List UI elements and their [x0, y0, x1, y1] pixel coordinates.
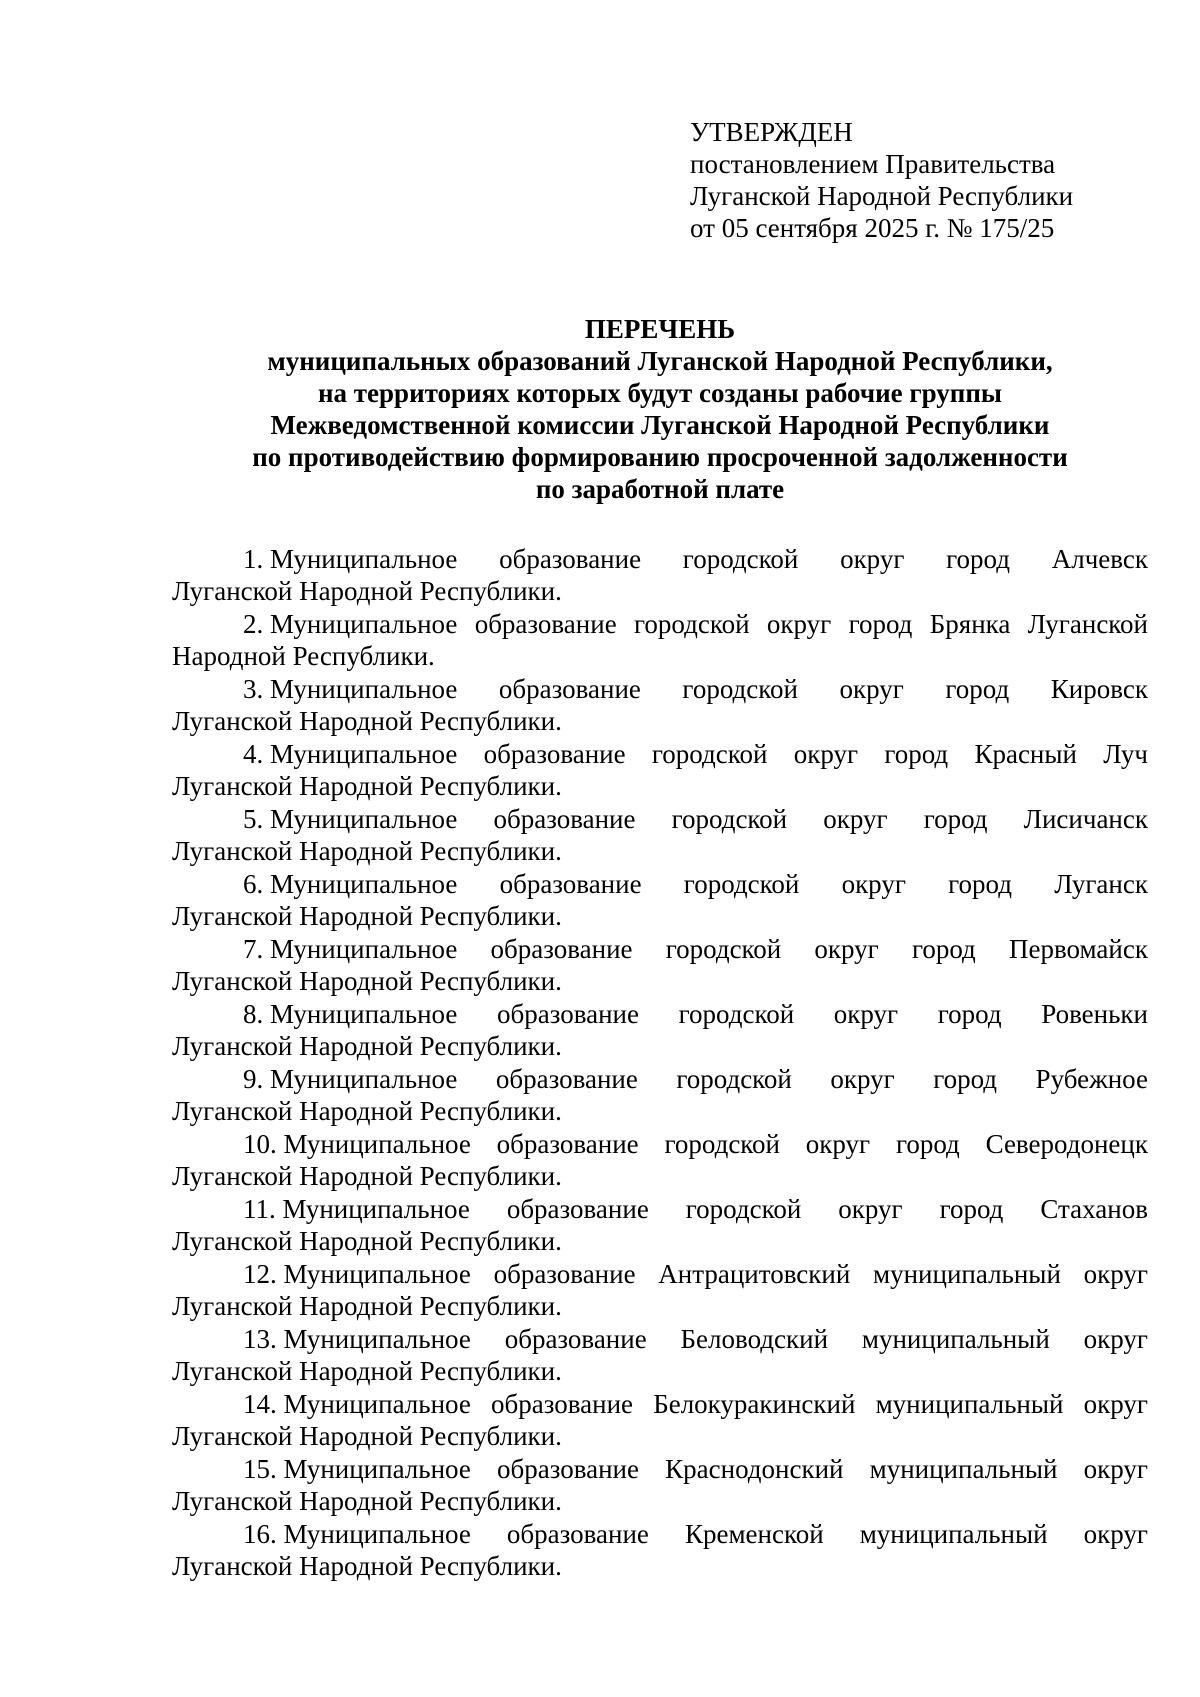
list-item-word: городской — [682, 674, 798, 704]
list-item-word: 10. Муниципальное — [243, 1129, 471, 1159]
list-item-word: Брянка — [929, 609, 1011, 639]
list-item-first-line — [172, 1388, 1148, 1420]
list-item-continuation: Луганской Народной Республики. — [172, 1291, 562, 1321]
list-item-continuation: Луганской Народной Республики. — [172, 1356, 562, 1386]
list-item-word: 16. Муниципальное — [243, 1519, 471, 1549]
list-item-word: образование — [496, 999, 639, 1029]
list-item-continuation: Луганской Народной Республики. — [172, 1096, 562, 1126]
list-item-word: образование — [493, 804, 636, 834]
document-title — [172, 313, 1148, 505]
list-item — [172, 933, 1148, 997]
list-item-word: Рубежное — [1035, 1064, 1148, 1094]
list-item-word: образование — [499, 544, 642, 574]
list-item-continuation: Народной Республики. — [172, 641, 435, 671]
title-line: Межведомственной комиссии Луганской Народной Республики — [270, 410, 1050, 440]
title-line: по заработной плате — [535, 474, 785, 504]
list-item-word: Кировск — [1050, 674, 1148, 704]
list-item-word: город — [848, 609, 913, 639]
list-item-continuation: Луганской Народной Республики. — [172, 1031, 562, 1061]
list-item-word: город — [946, 544, 1010, 574]
list-item-word: городской — [634, 609, 750, 639]
list-item-word: 7. Муниципальное — [243, 934, 458, 964]
list-item-word: округ — [814, 934, 879, 964]
list-item-word: образование — [483, 739, 626, 769]
list-item-word: муниципальный — [875, 1389, 1064, 1419]
list-item-word: образование — [506, 1519, 649, 1549]
list-item — [172, 1128, 1148, 1192]
list-item-first-line — [172, 543, 1148, 575]
list-item-word: округ — [840, 544, 905, 574]
list-item-word: округ — [1083, 1324, 1148, 1354]
list-item-word: 14. Муниципальное — [243, 1389, 471, 1419]
list-item-word: городской — [651, 739, 768, 769]
list-item-word: 6. Муниципальное — [243, 869, 458, 899]
list-item-word: город — [939, 1194, 1004, 1224]
list-item-word: 4. Муниципальное — [243, 739, 458, 769]
list-item-word: 3. Муниципальное — [243, 674, 458, 704]
title-line: муниципальных образований Луганской Народной Республики, — [267, 346, 1053, 376]
list-item-word: образование — [496, 1129, 639, 1159]
list-item-word: город — [895, 1129, 960, 1159]
list-item-word: Луганск — [1054, 869, 1148, 899]
list-item — [172, 1518, 1148, 1582]
list-item — [172, 803, 1148, 867]
list-item-word: образование — [504, 1324, 647, 1354]
list-item-first-line — [172, 1258, 1148, 1290]
list-item-word: Кременской — [684, 1519, 824, 1549]
list-item-word: Лисичанск — [1023, 804, 1148, 834]
list-item — [172, 868, 1148, 932]
list-item-word: 9. Муниципальное — [243, 1064, 458, 1094]
list-item — [172, 1258, 1148, 1322]
list-item-word: 5. Муниципальное — [243, 804, 458, 834]
list-item-word: образование — [490, 934, 633, 964]
list-item-word: город — [884, 739, 949, 769]
list-item-word: округ — [823, 804, 888, 834]
list-item — [172, 1453, 1148, 1517]
title-line: по противодействию формированию просроченной задолженности — [252, 442, 1068, 472]
list-item-word: 15. Муниципальное — [243, 1454, 471, 1484]
list-item-first-line — [172, 1063, 1148, 1095]
list-item-word: округ — [766, 609, 832, 639]
list-item-word: Белокуракинский — [653, 1389, 856, 1419]
list-item-word: округ — [839, 674, 904, 704]
list-item-word: Первомайск — [1008, 934, 1148, 964]
list-item-word: образование — [474, 609, 617, 639]
list-item-first-line — [172, 933, 1148, 965]
list-item-word: Ровеньки — [1041, 999, 1148, 1029]
list-item-word: образование — [491, 1389, 634, 1419]
list-item-word: округ — [830, 1064, 895, 1094]
title-line: на территориях которых будут созданы рабочие группы — [317, 378, 1002, 408]
list-item — [172, 673, 1148, 737]
list-item-word: 1. Муниципальное — [243, 544, 458, 574]
list-item-word: образование — [493, 1259, 636, 1289]
list-item-word: Антрацитовский — [658, 1259, 851, 1289]
list-item-continuation: Луганской Народной Республики. — [172, 1551, 562, 1581]
list-item-word: округ — [1083, 1519, 1148, 1549]
list-item-word: Луганской — [1027, 609, 1148, 639]
list-item-word: город — [945, 674, 1010, 704]
list-item-word: город — [911, 934, 976, 964]
list-item-first-line — [172, 998, 1148, 1030]
list-item — [172, 543, 1148, 607]
list-item-word: образование — [498, 674, 641, 704]
list-item-word: 12. Муниципальное — [243, 1259, 471, 1289]
list-item-word: городской — [683, 869, 800, 899]
list-item-first-line — [172, 1193, 1148, 1225]
list-item-first-line — [172, 608, 1148, 640]
list-item-word: округ — [841, 869, 906, 899]
approval-date-number: от 05 сентября 2025 г. № 175/25 — [690, 213, 1055, 243]
list-item-word: 2. Муниципальное — [243, 609, 458, 639]
approval-line: постановлением Правительства — [690, 149, 1056, 179]
list-item-first-line — [172, 1453, 1148, 1485]
list-item-word: Красный — [974, 739, 1077, 769]
list-item-first-line — [172, 803, 1148, 835]
list-item-word: Луч — [1103, 739, 1148, 769]
list-item-continuation: Луганской Народной Республики. — [172, 836, 562, 866]
approval-line: Луганской Народной Республики — [690, 181, 1074, 211]
list-item-word: город — [948, 869, 1012, 899]
list-item-word: городской — [664, 1129, 780, 1159]
list-item-word: Беловодский — [680, 1324, 829, 1354]
list-item-word: городской — [678, 999, 795, 1029]
list-item-first-line — [172, 1128, 1148, 1160]
list-item-word: городской — [676, 1064, 792, 1094]
list-item — [172, 1323, 1148, 1387]
list-item-first-line — [172, 738, 1148, 770]
title-heading: ПЕРЕЧЕНЬ — [584, 314, 736, 344]
list-item-word: округ — [1083, 1259, 1148, 1289]
list-item-word: округ — [833, 999, 899, 1029]
list-item-word: муниципальный — [873, 1259, 1061, 1289]
list-item-continuation: Луганской Народной Республики. — [172, 576, 562, 606]
list-item-word: Стаханов — [1040, 1194, 1148, 1224]
list-item-word: город — [933, 1064, 998, 1094]
list-item-word: образование — [495, 1064, 638, 1094]
list-item-continuation: Луганской Народной Республики. — [172, 771, 562, 801]
list-item-word: муниципальный — [869, 1454, 1058, 1484]
list-item-continuation: Луганской Народной Республики. — [172, 1226, 562, 1256]
list-item-word: городской — [671, 804, 788, 834]
list-item-continuation: Луганской Народной Республики. — [172, 966, 562, 996]
list-item — [172, 738, 1148, 802]
list-item-word: муниципальный — [859, 1519, 1048, 1549]
list-item-word: округ — [1083, 1389, 1148, 1419]
list-item-continuation: Луганской Народной Республики. — [172, 1421, 562, 1451]
list-item-word: Краснодонский — [665, 1454, 844, 1484]
list-item — [172, 608, 1148, 672]
list-item-word: округ — [793, 739, 859, 769]
list-item-word: 13. Муниципальное — [243, 1324, 471, 1354]
list-item-continuation: Луганской Народной Республики. — [172, 1486, 562, 1516]
list-item-continuation: Луганской Народной Республики. — [172, 706, 562, 736]
list-item-continuation: Луганской Народной Республики. — [172, 1161, 562, 1191]
list-item-word: образование — [499, 869, 642, 899]
municipality-list — [172, 543, 1148, 1583]
list-item — [172, 1193, 1148, 1257]
list-item-first-line — [172, 868, 1148, 900]
list-item-word: 8. Муниципальное — [243, 999, 458, 1029]
list-item — [172, 1388, 1148, 1452]
list-item-first-line — [172, 1518, 1148, 1550]
list-item-word: город — [937, 999, 1002, 1029]
list-item-word: округ — [805, 1129, 871, 1159]
list-item — [172, 1063, 1148, 1127]
list-item-word: округ — [838, 1194, 903, 1224]
list-item-word: образование — [506, 1194, 649, 1224]
approval-title: УТВЕРЖДЕН — [690, 117, 853, 147]
list-item-word: Алчевск — [1051, 544, 1148, 574]
list-item-first-line — [172, 1323, 1148, 1355]
list-item-word: 11. Муниципальное — [243, 1194, 470, 1224]
list-item-word: образование — [497, 1454, 639, 1484]
list-item-first-line — [172, 673, 1148, 705]
list-item-word: Северодонецк — [985, 1129, 1148, 1159]
list-item-word: округ — [1083, 1454, 1148, 1484]
list-item-continuation: Луганской Народной Республики. — [172, 901, 562, 931]
list-item-word: городской — [682, 544, 799, 574]
approval-stamp — [690, 116, 1160, 244]
list-item-word: муниципальный — [861, 1324, 1050, 1354]
list-item-word: городской — [665, 934, 782, 964]
list-item-word: городской — [685, 1194, 802, 1224]
list-item-word: город — [923, 804, 988, 834]
list-item — [172, 998, 1148, 1062]
